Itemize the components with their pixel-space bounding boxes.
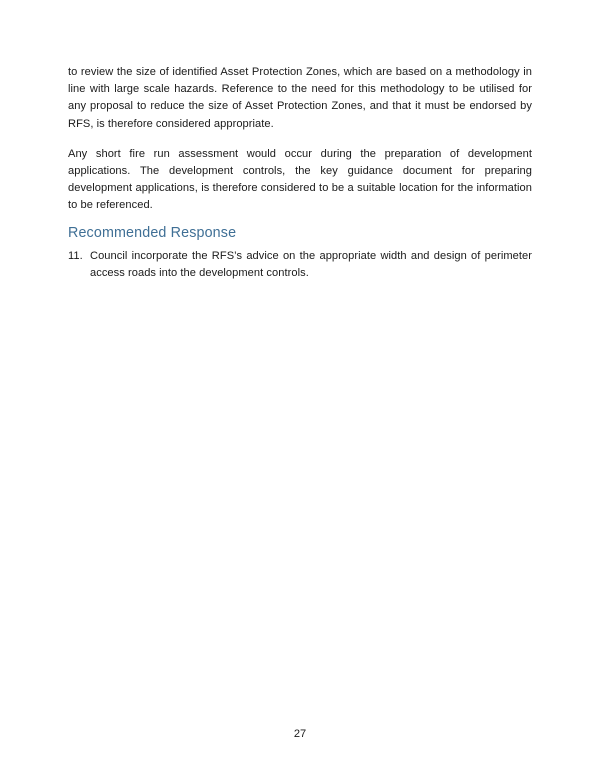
page-content (68, 64, 532, 282)
body-paragraph-1: to review the size of identified Asset Protection Zones, which are based on a methodology in line with large scale hazards. Reference to the need for this methodology to be utilised for any proposal to reduce the size of Asset Protection Zones, and that it must be endorsed by RFS, is therefore considered appropriate. (68, 66, 532, 130)
recommendation-list (68, 248, 532, 282)
list-item (68, 248, 532, 282)
body-paragraph-2: Any short fire run assessment would occur during the preparation of development applications. The development controls, the key guidance document for preparing development applications, is therefore considered to be a suitable location for the information to be referenced. (68, 147, 532, 212)
section-heading-recommended-response: Recommended Response (68, 224, 237, 241)
page-number: 27 (293, 728, 307, 740)
list-item-text: Council incorporate the RFS’s advice on the appropriate width and design of perimeter access roads into the development controls. (90, 249, 532, 279)
list-item-number: 11. (68, 249, 83, 262)
